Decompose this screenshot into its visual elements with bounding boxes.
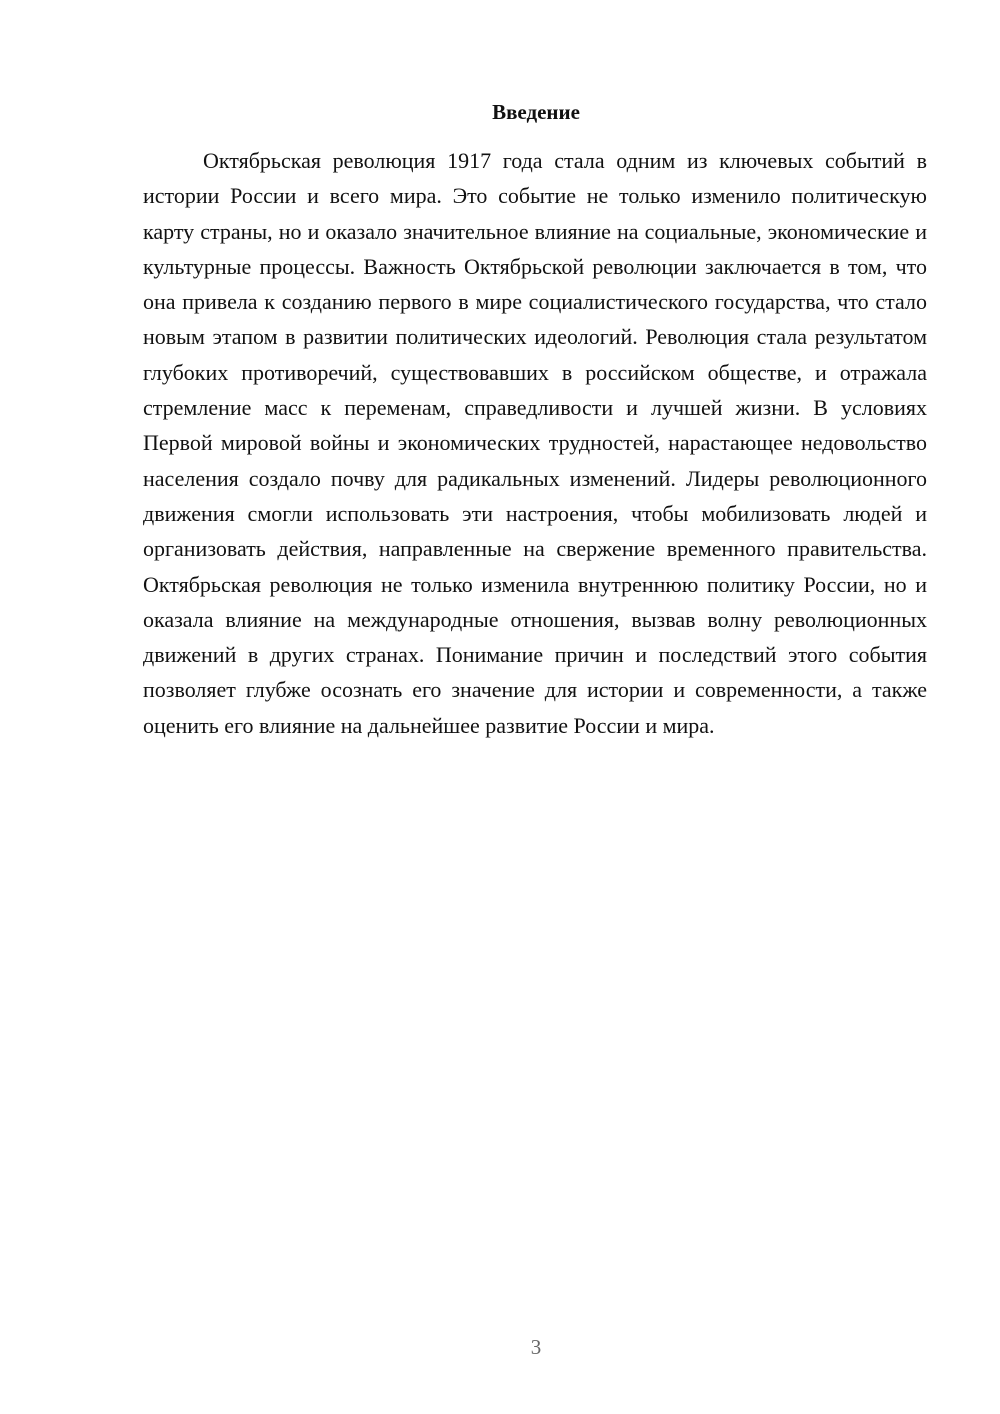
body-paragraph: Октябрьская революция 1917 года стала одним из ключевых событий в истории России и всего мира. Это событие не только изменило политическую карту страны, но и оказало значительное влияние на социальные, экономические и культурные процессы. Важность Октябрьской революции заключается в том, что она привела к созданию первого в мире социалистического государства, что стало новым этапом в развитии политических идеологий. Революция стала результатом глубоких противоречий, существовавших в российском обществе, и отражала стремление масс к переменам, справедливости и лучшей жизни. В условиях Первой мировой войны и экономических трудностей, нарастающее недовольство населения создало почву для радикальных изменений. Лидеры революционного движения смогли использовать эти настроения, чтобы мобилизовать людей и организовать действия, направленные на свержение временного правительства. Октябрьская революция не только изменила внутреннюю политику России, но и оказала влияние на международные отношения, вызвав волну революционных движений в других странах. Понимание причин и последствий этого события позволяет глубже осознать его значение для истории и современности, а также оценить его влияние на дальнейшее развитие России и мира. [143, 148, 927, 738]
page-number: 3 [530, 1335, 542, 1359]
section-heading: Введение [492, 100, 580, 124]
